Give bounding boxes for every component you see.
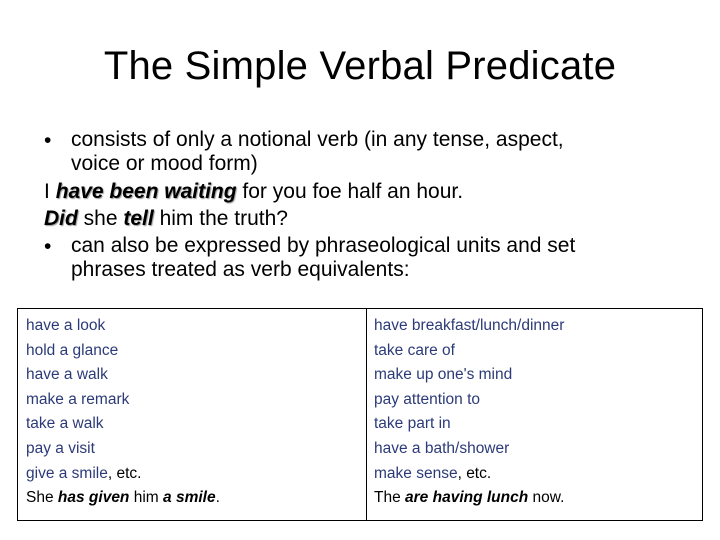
example-word: for you foe half an hour. xyxy=(242,180,464,203)
highlighted-object: a smile xyxy=(163,489,216,507)
example-word: The xyxy=(374,489,401,507)
phrase-item: pay a visit xyxy=(26,439,95,457)
phrase-example-sentence xyxy=(26,486,366,511)
etc-suffix: , etc. xyxy=(107,464,142,482)
highlighted-verb: are having lunch xyxy=(405,489,529,507)
bullet-notional-verb xyxy=(44,128,684,176)
phrase-item: take part in xyxy=(374,415,451,433)
example-sentence-2 xyxy=(44,207,684,231)
example-word: She xyxy=(26,489,54,507)
example-word: I xyxy=(44,180,50,203)
example-word: she xyxy=(83,207,118,230)
phrase-item: have a bath/shower xyxy=(374,439,510,457)
example-word: him xyxy=(133,489,159,507)
phrase-item: make sense xyxy=(374,464,458,482)
example-punct: . xyxy=(215,489,220,507)
phrase-item-last xyxy=(374,462,702,487)
phrase-item: take a walk xyxy=(26,415,104,433)
bullet-line: phrases treated as verb equivalents: xyxy=(71,258,410,281)
etc-suffix: , etc. xyxy=(457,464,492,482)
example-sentence-1 xyxy=(44,180,684,204)
bullet-icon: • xyxy=(44,129,52,152)
phrase-item: give a smile xyxy=(26,464,108,482)
phrase-item: have breakfast/lunch/dinner xyxy=(374,317,565,334)
phrase-column-right xyxy=(367,309,702,520)
phrase-item: pay attention to xyxy=(374,390,480,408)
example-word: him the truth? xyxy=(159,207,288,230)
highlighted-verb: Did xyxy=(44,207,78,230)
phrase-item: make a remark xyxy=(26,390,130,408)
slide-body xyxy=(44,128,684,282)
phrase-column-left xyxy=(18,309,367,520)
bullet-icon: • xyxy=(44,235,52,258)
bullet-phraseological xyxy=(44,234,684,282)
highlighted-verb: tell xyxy=(123,207,154,230)
example-word: now. xyxy=(532,489,565,507)
phrase-item-last xyxy=(26,462,366,487)
phrase-item: have a look xyxy=(26,317,106,334)
bullet-line: voice or mood form) xyxy=(71,152,258,175)
phrase-item: make up one's mind xyxy=(374,366,513,384)
bullet-line: consists of only a notional verb (in any tense, aspect, xyxy=(71,128,564,151)
highlighted-verb: have been waiting xyxy=(55,180,237,203)
phrase-table xyxy=(17,308,703,521)
highlighted-verb: has given xyxy=(57,489,130,507)
phrase-item: hold a glance xyxy=(26,341,119,359)
phrase-item: take care of xyxy=(374,341,455,359)
phrase-item: have a walk xyxy=(26,366,108,384)
bullet-line: can also be expressed by phraseological units and set xyxy=(71,234,576,257)
slide-title: The Simple Verbal Predicate xyxy=(103,44,617,88)
phrase-example-sentence xyxy=(374,486,702,511)
